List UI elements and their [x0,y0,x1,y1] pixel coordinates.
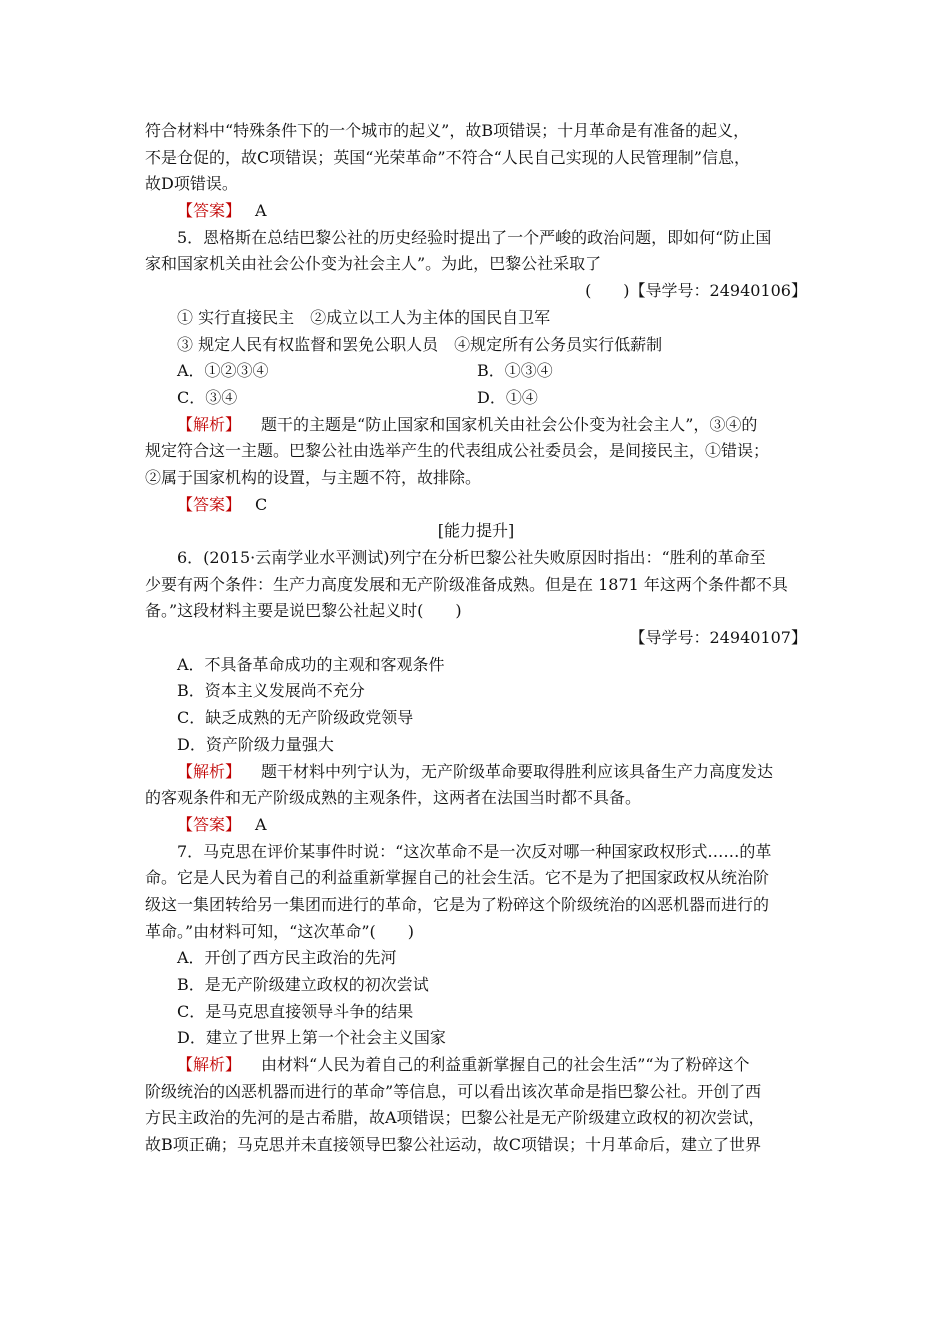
q5-items: ③ 规定人民有权监督和罢免公职人员 ④规定所有公务员实行低薪制 [177,334,663,354]
document-page [145,118,807,1159]
option-c: C．缺乏成熟的无产阶级政党领导 [177,708,414,728]
q5-answer [145,492,807,519]
option-a: A．开创了西方民主政治的先河 [177,948,397,968]
q7-stem: 7．马克思在评价某事件时说：“这次革命不是一次反对哪一种国家政权形式……的革 [177,841,772,861]
q4-answer [145,198,807,225]
text-line: 故D项错误。 [145,174,238,194]
option-b: B．是无产阶级建立政权的初次尝试 [177,975,429,994]
q7-analysis [145,1052,807,1079]
answer-value: A [255,201,267,221]
text-line: 符合材料中“特殊条件下的一个城市的起义”，故B项错误；十月革命是有准备的起义， [145,121,750,140]
q5-analysis [145,412,807,439]
answer-label: 【答案】 [177,494,242,514]
analysis-text: 题干材料中列宁认为，无产阶级革命要取得胜利应该具备生产力高度发达 [261,761,774,781]
q5-items: ① 实行直接民主 ②成立以工人为主体的国民自卫军 [177,307,551,327]
q6-analysis [145,759,807,786]
q5-options-row [145,385,807,412]
option-b: B．①③④ [477,361,553,381]
analysis-text: 题干的主题是“防止国家和国家机关由社会公仆变为社会主人”，③④的 [261,414,758,434]
q7-analysis: 故B项正确；马克思并未直接领导巴黎公社运动，故C项错误；十月革命后，建立了世界 [145,1135,762,1155]
text-line: 不是仓促的，故C项错误；英国“光荣革命”不符合“人民自己实现的人民管理制”信息， [145,147,750,167]
q6-stem: 备。”这段材料主要是说巴黎公社起义时( ) [145,601,462,621]
q6-stem: 6．(2015·云南学业水平测试)列宁在分析巴黎公社失败原因时指出：“胜利的革命至 [177,548,766,567]
q5-stem: 家和国家机关由社会公仆变为社会主人”。为此，巴黎公社采取了 [145,254,602,274]
q6-analysis: 的客观条件和无产阶级成熟的主观条件，这两者在法国当时都不具备。 [145,788,642,808]
answer-label: 【答案】 [177,814,242,834]
option-a: A．①②③④ [177,361,269,381]
q7-stem: 革命。”由材料可知，“这次革命”( ) [145,921,415,941]
q5-guide-number: ( )【导学号：24940106】 [585,281,807,301]
option-c: C．③④ [177,387,238,407]
answer-value: C [255,494,268,514]
analysis-label: 【解析】 [177,1055,242,1075]
q6-answer [145,812,807,839]
option-b: B．资本主义发展尚不充分 [177,681,365,701]
option-d: D．建立了世界上第一个社会主义国家 [177,1028,446,1048]
q7-analysis: 阶级统治的凶恶机器而进行的革命”等信息，可以看出该次革命是指巴黎公社。开创了西 [145,1081,762,1101]
q7-stem: 命。它是人民为着自己的利益重新掌握自己的社会生活。它不是为了把国家政权从统治阶 [145,868,770,888]
analysis-label: 【解析】 [177,414,242,434]
q7-stem: 级这一集团转给另一集团而进行的革命，它是为了粉碎这个阶级统治的凶恶机器而进行的 [145,894,770,914]
option-d: D．资产阶级力量强大 [177,734,334,754]
option-c: C．是马克思直接领导斗争的结果 [177,1001,414,1021]
q7-analysis: 方民主政治的先河的是古希腊，故A项错误；巴黎公社是无产阶级建立政权的初次尝试， [145,1108,765,1128]
answer-label: 【答案】 [177,201,242,221]
option-d: D．①④ [477,387,538,407]
q6-stem: 少要有两个条件：生产力高度发展和无产阶级准备成熟。但是在 1871 年这两个条件都不具 [145,574,788,594]
q6-guide-number: 【导学号：24940107】 [629,628,807,648]
answer-value: A [255,814,267,834]
q5-options-row [145,358,807,385]
q5-analysis: ②属于国家机构的设置，与主题不符，故排除。 [145,467,482,487]
section-heading: [能力提升] [437,521,515,541]
q5-analysis: 规定符合这一主题。巴黎公社由选举产生的代表组成公社委员会，是间接民主，①错误； [145,441,770,461]
analysis-text: 由材料“人民为着自己的利益重新掌握自己的社会生活”“为了粉碎这个 [261,1055,750,1075]
q5-stem: 5．恩格斯在总结巴黎公社的历史经验时提出了一个严峻的政治问题，即如何“防止国 [177,227,772,247]
option-a: A．不具备革命成功的主观和客观条件 [177,654,445,674]
analysis-label: 【解析】 [177,761,242,781]
